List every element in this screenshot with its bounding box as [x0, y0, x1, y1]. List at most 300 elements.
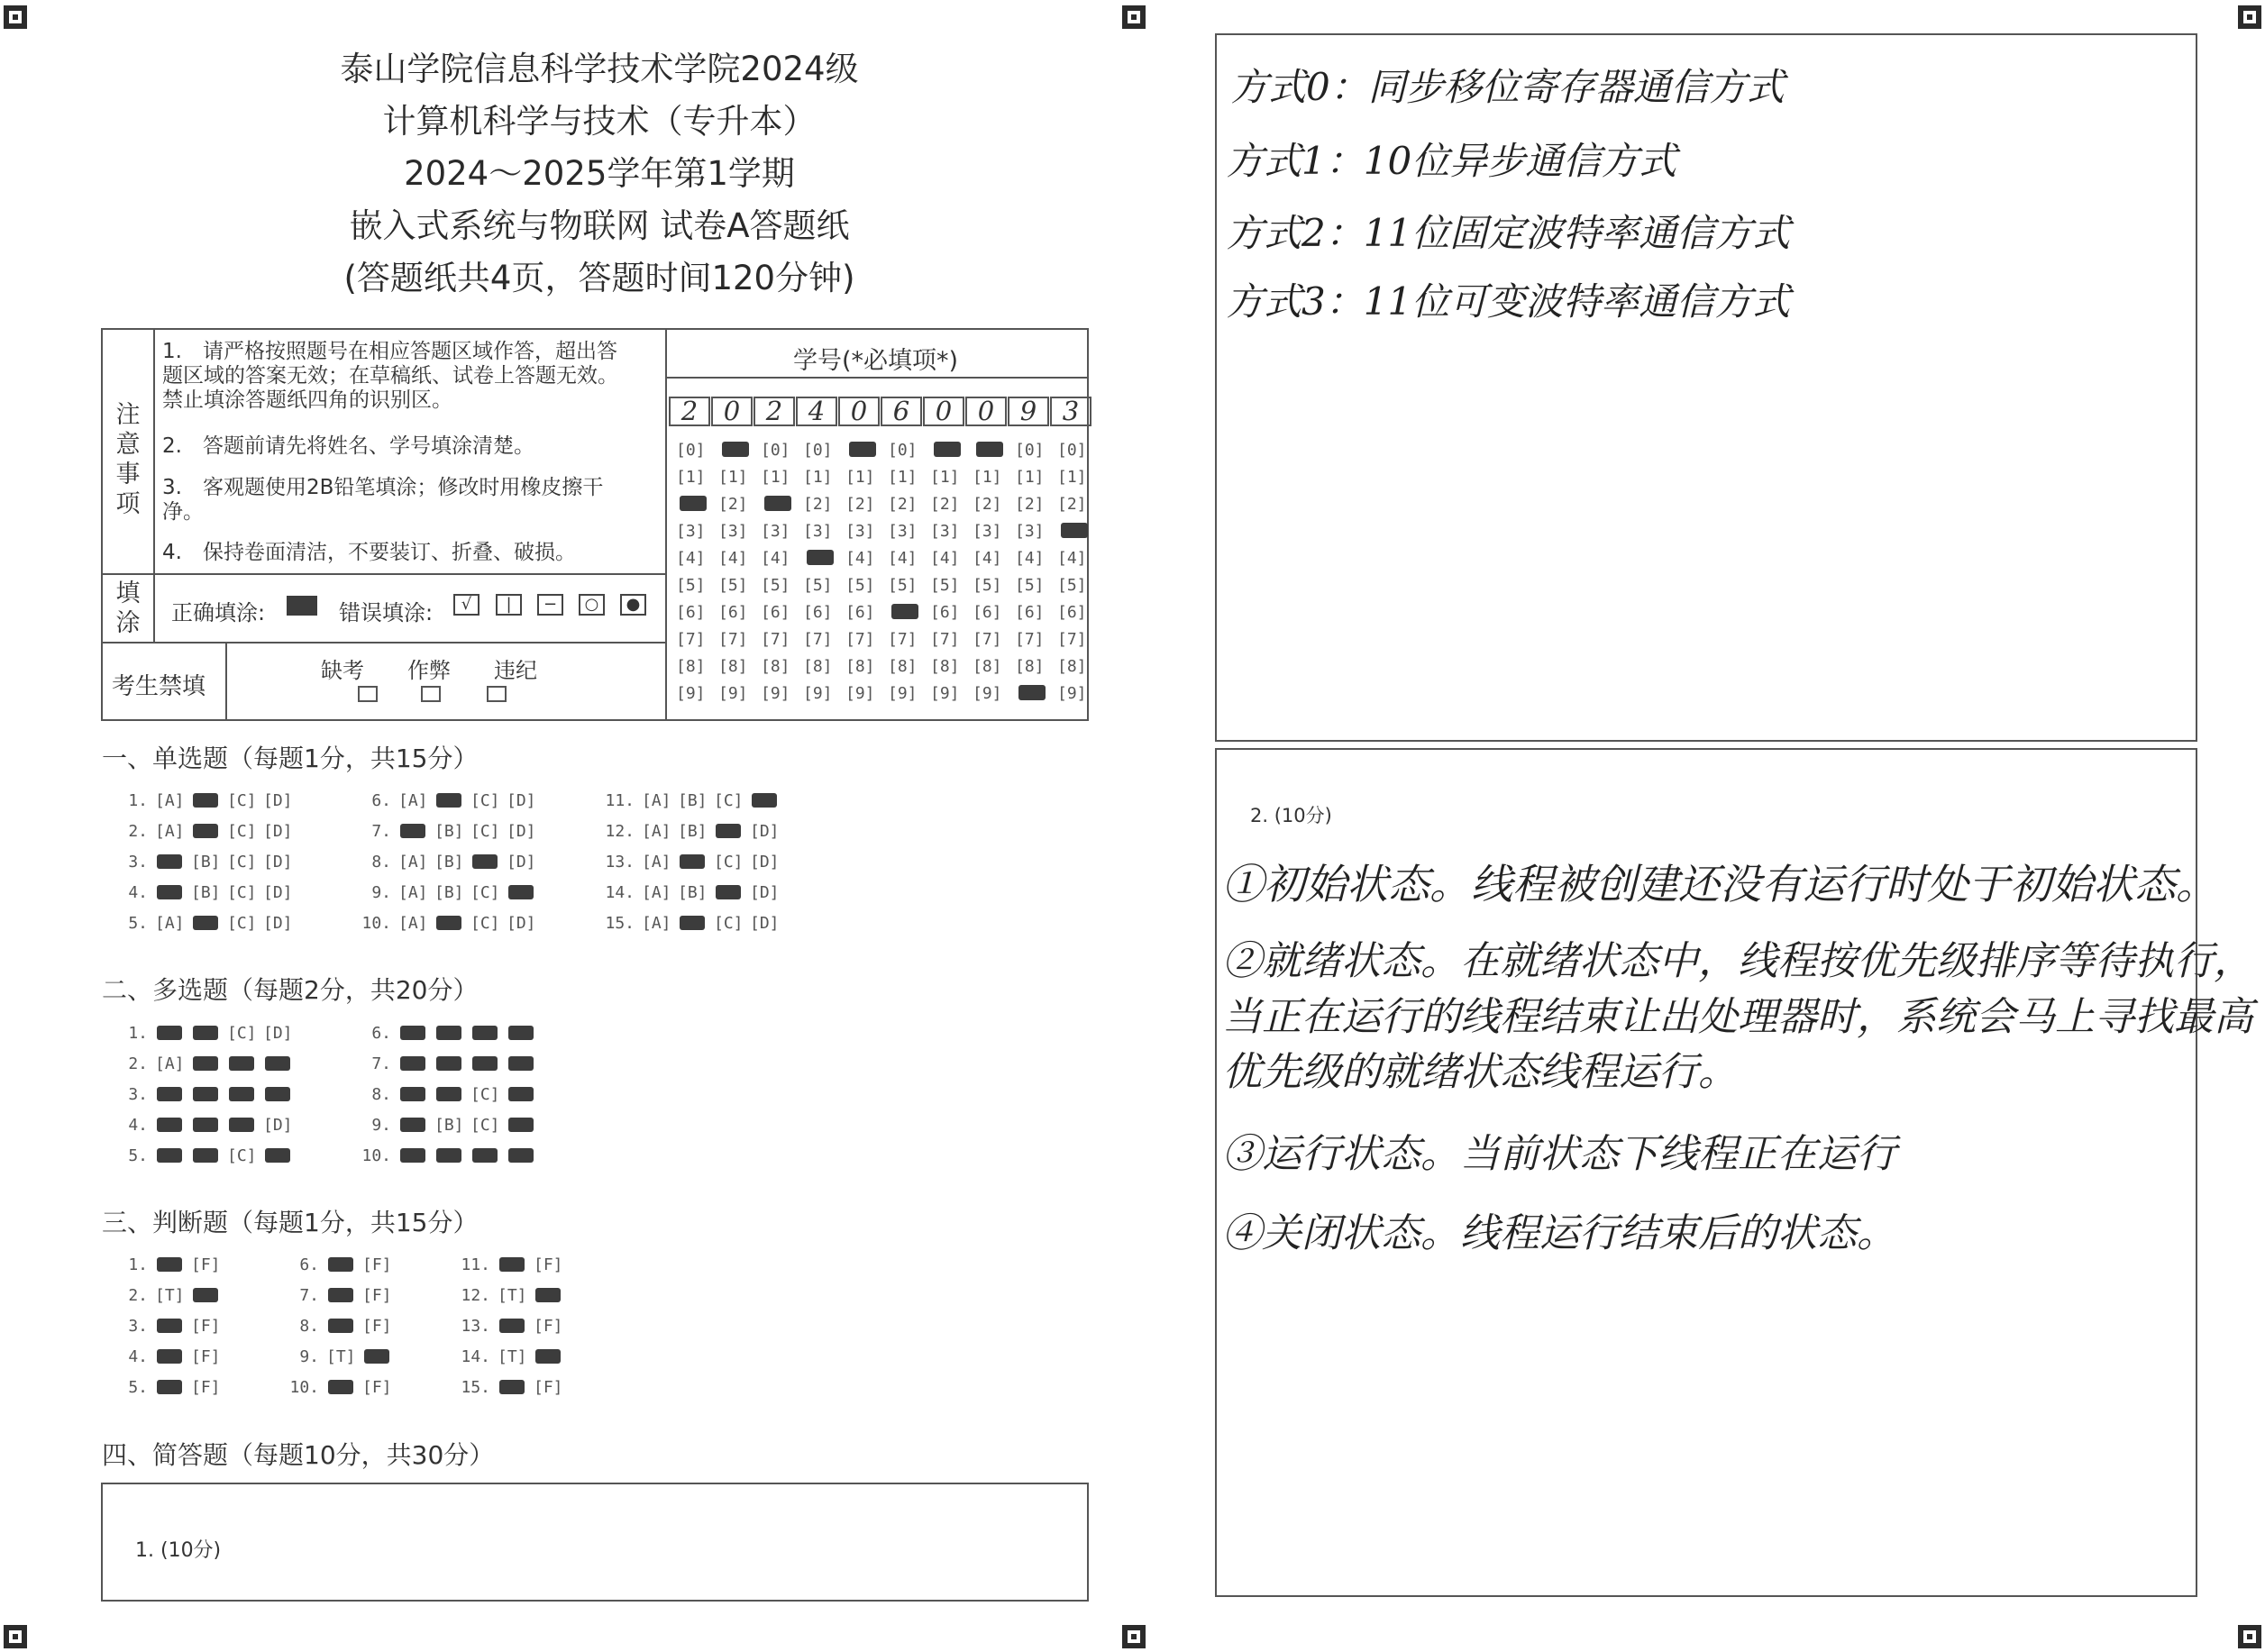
student-id-digit-2: 0	[711, 397, 753, 426]
section1-q10-option-A[interactable]: [A]	[398, 914, 428, 933]
student-id-bubble[interactable]: [7]	[1057, 630, 1087, 649]
section1-q3-option-A-filled[interactable]	[157, 854, 182, 869]
student-id-bubble[interactable]: [2]	[1057, 495, 1087, 514]
student-id-bubble[interactable]: [7]	[761, 630, 790, 649]
section3-q10-option-F[interactable]: [F]	[362, 1378, 392, 1397]
student-id-bubble[interactable]: [8]	[676, 657, 706, 676]
section2-q8-option-A-filled[interactable]	[400, 1087, 425, 1101]
student-id-bubble[interactable]: [0]	[1015, 441, 1045, 460]
student-id-bubble[interactable]: [4]	[888, 549, 918, 568]
section2-q5-number: 5.	[128, 1146, 148, 1165]
section2-q5-option-B-filled[interactable]	[193, 1148, 218, 1163]
section1-q3-option-C[interactable]: [C]	[227, 853, 257, 872]
student-id-bubble[interactable]: [4]	[676, 549, 706, 568]
section1-q10-option-D[interactable]: [D]	[507, 914, 536, 933]
section3-q9-option-T[interactable]: [T]	[326, 1347, 356, 1366]
student-id-bubble[interactable]: [6]	[1015, 603, 1045, 622]
section1-q12-option-A[interactable]: [A]	[642, 822, 671, 841]
section2-q10-option-D-filled[interactable]	[508, 1148, 534, 1163]
student-id-bubble[interactable]: [5]	[888, 576, 918, 595]
student-id-bubble[interactable]: [4]	[718, 549, 748, 568]
section2-q1-option-A-filled[interactable]	[157, 1026, 182, 1040]
section3-q14-option-F-filled[interactable]	[535, 1349, 561, 1364]
student-id-digit-10: 3	[1050, 397, 1091, 426]
section1-q15-option-A[interactable]: [A]	[642, 914, 671, 933]
student-id-bubble[interactable]: [3]	[930, 522, 960, 541]
section1-q13-option-B-filled[interactable]	[680, 854, 705, 869]
student-id-bubble[interactable]: [8]	[718, 657, 748, 676]
section3-title: 三、判断题（每题1分，共15分）	[102, 1208, 479, 1237]
q2-handwritten-line-2: ②就绪状态。在就绪状态中，线程按优先级排序等待执行，	[1222, 938, 2253, 984]
section1-q11-number: 11.	[605, 791, 635, 810]
corner-mark-bottom-left	[4, 1625, 27, 1648]
section3-q7-option-T-filled[interactable]	[328, 1288, 353, 1302]
student-id-bubble[interactable]: [1]	[761, 468, 790, 487]
section2-q7-option-A-filled[interactable]	[400, 1056, 425, 1071]
student-id-bubble[interactable]: [6]	[930, 603, 960, 622]
corner-mark-top-right	[2238, 5, 2261, 29]
section2-q9-option-B[interactable]: [B]	[434, 1116, 464, 1135]
section2-q9-option-A-filled[interactable]	[400, 1118, 425, 1132]
section1-q11-option-C[interactable]: [C]	[714, 791, 744, 810]
section3-q2-option-F-filled[interactable]	[193, 1288, 218, 1302]
section1-q13-option-C[interactable]: [C]	[714, 853, 744, 872]
section3-q7-number: 7.	[299, 1286, 319, 1305]
section1-q2-number: 2.	[128, 822, 148, 841]
section3-q3-number: 3.	[128, 1317, 148, 1336]
section1-q13-option-D[interactable]: [D]	[750, 853, 780, 872]
student-id-bubble[interactable]: [1]	[803, 468, 833, 487]
section1-q2-option-C[interactable]: [C]	[227, 822, 257, 841]
section1-q4-option-D[interactable]: [D]	[263, 883, 293, 902]
student-id-bubble[interactable]: [0]	[761, 441, 790, 460]
section2-q1-option-C[interactable]: [C]	[227, 1024, 257, 1043]
q1-handwritten-line-2: 方式1：10位异步通信方式	[1226, 139, 1677, 183]
section1-q9-option-D-filled[interactable]	[508, 885, 534, 899]
student-id-bubble[interactable]: [7]	[803, 630, 833, 649]
section1-q11-option-B[interactable]: [B]	[678, 791, 708, 810]
student-id-bubble[interactable]: [5]	[930, 576, 960, 595]
student-id-bubble[interactable]: [6]	[718, 603, 748, 622]
section1-q15-option-C[interactable]: [C]	[714, 914, 744, 933]
section3-q12-option-T[interactable]: [T]	[498, 1286, 527, 1305]
q2-handwritten-line-3: 当正在运行的线程结束让出处理器时，系统会马上寻找最高	[1222, 994, 2253, 1040]
section2-q3-option-A-filled[interactable]	[157, 1087, 182, 1101]
section3-q3-option-T-filled[interactable]	[157, 1319, 182, 1333]
section1-q3-option-B[interactable]: [B]	[191, 853, 221, 872]
q2-label: 2. (10分)	[1250, 805, 1332, 826]
student-id-bubble[interactable]: [2]	[888, 495, 918, 514]
correct-fill-sample	[287, 596, 317, 616]
section2-q5-option-A-filled[interactable]	[157, 1148, 182, 1163]
section2-q2-option-A[interactable]: [A]	[155, 1054, 185, 1073]
section3-q14-option-T[interactable]: [T]	[498, 1347, 527, 1366]
student-id-bubble[interactable]: [0]	[803, 441, 833, 460]
section4-title: 四、简答题（每题10分，共30分）	[102, 1440, 495, 1470]
section3-q8-option-F[interactable]: [F]	[362, 1317, 392, 1336]
section1-q8-option-B[interactable]: [B]	[434, 853, 464, 872]
section1-q1-option-A[interactable]: [A]	[155, 791, 185, 810]
student-id-bubble[interactable]: [0]	[676, 441, 706, 460]
q2-handwritten-line-4: 优先级的就绪状态线程运行。	[1222, 1049, 1738, 1095]
notice-item-3: 3. 客观题使用2B铅笔填涂；修改时用橡皮擦干净。	[162, 476, 604, 524]
section3-q15-option-F[interactable]: [F]	[534, 1378, 563, 1397]
section2-q6-option-D-filled[interactable]	[508, 1026, 534, 1040]
section3-q11-option-T-filled[interactable]	[499, 1257, 525, 1272]
section2-q4-option-C-filled[interactable]	[229, 1118, 254, 1132]
section1-q5-option-C[interactable]: [C]	[227, 914, 257, 933]
student-id-bubble[interactable]: [9]	[761, 684, 790, 703]
section1-q14-option-D[interactable]: [D]	[750, 883, 780, 902]
student-id-bubble[interactable]: [3]	[803, 522, 833, 541]
forbidden-absent-label: 缺考	[321, 658, 364, 683]
section2-q10-option-B-filled[interactable]	[436, 1148, 461, 1163]
section3-q6-option-T-filled[interactable]	[328, 1257, 353, 1272]
student-id-bubble[interactable]: [3]	[761, 522, 790, 541]
student-id-bubble[interactable]: [4]	[973, 549, 1002, 568]
student-id-bubble[interactable]: [7]	[845, 630, 875, 649]
student-id-bubble[interactable]: [6]	[845, 603, 875, 622]
student-id-bubble[interactable]: [9]	[888, 684, 918, 703]
student-id-bubble[interactable]: [1]	[718, 468, 748, 487]
wrong-mark-check: √	[453, 594, 479, 616]
section2-q3-option-C-filled[interactable]	[229, 1087, 254, 1101]
section1-q12-option-C-filled[interactable]	[716, 824, 741, 838]
section1-q12-option-B[interactable]: [B]	[678, 822, 708, 841]
corner-mark-bottom-right	[2238, 1625, 2261, 1648]
section1-q15-option-D[interactable]: [D]	[750, 914, 780, 933]
student-id-bubble-filled[interactable]	[1061, 523, 1088, 538]
section2-q1-option-B-filled[interactable]	[193, 1026, 218, 1040]
student-id-digit-5: 0	[838, 397, 880, 426]
section1-q3-option-D[interactable]: [D]	[263, 853, 293, 872]
section1-q6-option-A[interactable]: [A]	[398, 791, 428, 810]
student-id-bubble-filled[interactable]	[934, 442, 961, 457]
section1-q13-option-A[interactable]: [A]	[642, 853, 671, 872]
student-id-bubble[interactable]: [3]	[676, 522, 706, 541]
header-major: 计算机科学与技术（专升本）	[382, 102, 817, 141]
section3-q8-option-T-filled[interactable]	[328, 1319, 353, 1333]
student-id-digit-6: 6	[881, 397, 922, 426]
section1-q11-option-A[interactable]: [A]	[642, 791, 671, 810]
section2-q8-option-C[interactable]: [C]	[470, 1085, 500, 1104]
student-id-bubble[interactable]: [1]	[930, 468, 960, 487]
student-id-bubble[interactable]: [7]	[1015, 630, 1045, 649]
section3-q1-option-T-filled[interactable]	[157, 1257, 182, 1272]
section2-q3-option-D-filled[interactable]	[265, 1087, 290, 1101]
forbidden-violation-box[interactable]	[487, 686, 507, 702]
section3-q5-option-T-filled[interactable]	[157, 1380, 182, 1394]
section1-q11-option-D-filled[interactable]	[752, 793, 777, 808]
student-id-bubble[interactable]: [9]	[930, 684, 960, 703]
q1-handwritten-line-4: 方式3：11位可变波特率通信方式	[1226, 279, 1791, 324]
section2-q2-option-D-filled[interactable]	[265, 1056, 290, 1071]
student-id-bubble[interactable]: [2]	[1015, 495, 1045, 514]
student-id-bubble[interactable]: [6]	[1057, 603, 1087, 622]
wrong-mark-dash: −	[537, 594, 563, 616]
section2-q9-option-C[interactable]: [C]	[470, 1116, 500, 1135]
student-id-bubble[interactable]: [3]	[718, 522, 748, 541]
student-id-bubble[interactable]: [8]	[761, 657, 790, 676]
wrong-mark-circle: ○	[579, 594, 605, 616]
corner-mark-top-left	[4, 5, 27, 29]
section2-q6-option-A-filled[interactable]	[400, 1026, 425, 1040]
student-id-bubble[interactable]: [4]	[930, 549, 960, 568]
section3-q4-number: 4.	[128, 1347, 148, 1366]
section3-q11-option-F[interactable]: [F]	[534, 1255, 563, 1274]
section1-q9-option-B[interactable]: [B]	[434, 883, 464, 902]
student-id-bubble[interactable]: [9]	[845, 684, 875, 703]
student-id-bubble[interactable]: [1]	[888, 468, 918, 487]
section2-q6-option-C-filled[interactable]	[472, 1026, 498, 1040]
section1-q2-option-D[interactable]: [D]	[263, 822, 293, 841]
student-id-bubble[interactable]: [1]	[973, 468, 1002, 487]
student-id-bubble[interactable]: [7]	[930, 630, 960, 649]
student-id-bubble[interactable]: [8]	[973, 657, 1002, 676]
section2-q7-option-C-filled[interactable]	[472, 1056, 498, 1071]
section2-q5-option-C[interactable]: [C]	[227, 1146, 257, 1165]
student-id-bubble[interactable]: [3]	[888, 522, 918, 541]
section2-q7-option-B-filled[interactable]	[436, 1056, 461, 1071]
student-id-bubble[interactable]: [7]	[718, 630, 748, 649]
section3-q11-number: 11.	[461, 1255, 490, 1274]
section1-q9-option-A[interactable]: [A]	[398, 883, 428, 902]
section3-q1-option-F[interactable]: [F]	[191, 1255, 221, 1274]
section2-q4-option-D[interactable]: [D]	[263, 1116, 293, 1135]
section1-q2-option-B-filled[interactable]	[193, 824, 218, 838]
student-id-bubble[interactable]: [9]	[718, 684, 748, 703]
section1-title: 一、单选题（每题1分，共15分）	[102, 744, 479, 773]
corner-mark-bottom-middle	[1122, 1625, 1146, 1648]
student-id-bubble[interactable]: [8]	[888, 657, 918, 676]
section1-q6-option-D[interactable]: [D]	[507, 791, 536, 810]
student-id-bubble[interactable]: [8]	[845, 657, 875, 676]
student-id-bubble-filled[interactable]	[849, 442, 876, 457]
section1-q5-number: 5.	[128, 914, 148, 933]
section3-q4-option-T-filled[interactable]	[157, 1349, 182, 1364]
header-exam-title: 嵌入式系统与物联网 试卷A答题纸	[349, 206, 850, 245]
student-id-bubble[interactable]: [9]	[1057, 684, 1087, 703]
section2-title: 二、多选题（每题2分，共20分）	[102, 975, 479, 1005]
section3-q5-option-F[interactable]: [F]	[191, 1378, 221, 1397]
section3-q4-option-F[interactable]: [F]	[191, 1347, 221, 1366]
forbidden-cheat-box[interactable]	[421, 686, 441, 702]
section2-q10-option-C-filled[interactable]	[472, 1148, 498, 1163]
section2-q9-option-D-filled[interactable]	[508, 1118, 534, 1132]
student-id-bubble[interactable]: [5]	[973, 576, 1002, 595]
correct-fill-label: 正确填涂:	[171, 600, 266, 625]
q1-handwritten-line-1: 方式0：同步移位寄存器通信方式	[1230, 65, 1785, 109]
section2-q10-option-A-filled[interactable]	[400, 1148, 425, 1163]
student-id-bubble[interactable]: [8]	[1015, 657, 1045, 676]
q2-handwritten-line-1: ①初始状态。线程被创建还没有运行时处于初始状态。	[1222, 860, 2217, 908]
student-id-bubble[interactable]: [3]	[1015, 522, 1045, 541]
section2-q8-option-D-filled[interactable]	[508, 1087, 534, 1101]
section3-q12-option-F-filled[interactable]	[535, 1288, 561, 1302]
section1-q9-option-C[interactable]: [C]	[470, 883, 500, 902]
student-id-bubble[interactable]: [7]	[973, 630, 1002, 649]
student-id-bubble[interactable]: [4]	[845, 549, 875, 568]
section1-q8-option-C-filled[interactable]	[472, 854, 498, 869]
section2-q2-option-B-filled[interactable]	[193, 1056, 218, 1071]
student-id-bubble-filled[interactable]	[722, 442, 749, 457]
section3-q1-number: 1.	[128, 1255, 148, 1274]
student-id-bubble[interactable]: [6]	[803, 603, 833, 622]
student-id-bubble[interactable]: [6]	[761, 603, 790, 622]
section1-q10-option-B-filled[interactable]	[436, 916, 461, 930]
section3-q10-option-T-filled[interactable]	[328, 1380, 353, 1394]
student-id-bubble[interactable]: [3]	[845, 522, 875, 541]
student-id-bubble[interactable]: [2]	[718, 495, 748, 514]
student-id-bubble[interactable]: [5]	[1015, 576, 1045, 595]
wrong-mark-bar: |	[496, 594, 522, 616]
student-id-bubble[interactable]: [9]	[803, 684, 833, 703]
section1-q14-option-A[interactable]: [A]	[642, 883, 671, 902]
student-id-bubble[interactable]: [0]	[1057, 441, 1087, 460]
student-id-bubble[interactable]: [2]	[845, 495, 875, 514]
section3-q10-number: 10.	[289, 1378, 319, 1397]
student-id-bubble[interactable]: [4]	[1015, 549, 1045, 568]
student-id-bubble[interactable]: [0]	[888, 441, 918, 460]
section3-q7-option-F[interactable]: [F]	[362, 1286, 392, 1305]
section3-q9-option-F-filled[interactable]	[364, 1349, 389, 1364]
student-id-bubble[interactable]: [8]	[1057, 657, 1087, 676]
student-id-digit-7: 0	[923, 397, 964, 426]
student-id-bubble[interactable]: [9]	[676, 684, 706, 703]
student-id-bubble-filled[interactable]	[764, 496, 791, 511]
section2-q4-option-B-filled[interactable]	[193, 1118, 218, 1132]
student-id-bubble[interactable]: [6]	[676, 603, 706, 622]
student-id-bubble[interactable]: [1]	[676, 468, 706, 487]
student-id-digit-8: 0	[965, 397, 1007, 426]
student-id-bubble[interactable]: [5]	[718, 576, 748, 595]
wrong-fill-label: 错误填涂:	[339, 600, 434, 625]
student-id-bubble[interactable]: [5]	[845, 576, 875, 595]
section1-q4-option-C[interactable]: [C]	[227, 883, 257, 902]
section3-q3-option-F[interactable]: [F]	[191, 1317, 221, 1336]
student-id-bubble-filled[interactable]	[891, 604, 918, 619]
student-id-bubble[interactable]: [1]	[1057, 468, 1087, 487]
section1-q7-option-D[interactable]: [D]	[507, 822, 536, 841]
section3-q15-number: 15.	[461, 1378, 490, 1397]
section1-q1-option-B-filled[interactable]	[193, 793, 218, 808]
section1-q6-option-C[interactable]: [C]	[470, 791, 500, 810]
section2-q8-number: 8.	[371, 1085, 391, 1104]
notice-label: 注意事项	[115, 401, 141, 518]
section3-q13-option-T-filled[interactable]	[499, 1319, 525, 1333]
student-id-bubble[interactable]: [5]	[803, 576, 833, 595]
section2-q7-option-D-filled[interactable]	[508, 1056, 534, 1071]
student-id-bubble[interactable]: [4]	[1057, 549, 1087, 568]
section2-q8-option-B-filled[interactable]	[436, 1087, 461, 1101]
section2-q1-option-D[interactable]: [D]	[263, 1024, 293, 1043]
section3-q9-number: 9.	[299, 1347, 319, 1366]
section1-q14-option-C-filled[interactable]	[716, 885, 741, 899]
student-id-digit-3: 2	[753, 397, 795, 426]
section1-q7-option-A-filled[interactable]	[400, 824, 425, 838]
section1-q8-option-D[interactable]: [D]	[507, 853, 536, 872]
section1-q1-option-C[interactable]: [C]	[227, 791, 257, 810]
section1-q5-option-B-filled[interactable]	[193, 916, 218, 930]
section1-q7-option-B[interactable]: [B]	[434, 822, 464, 841]
section1-q5-option-A[interactable]: [A]	[155, 914, 185, 933]
section3-q15-option-T-filled[interactable]	[499, 1380, 525, 1394]
student-id-bubble[interactable]: [3]	[973, 522, 1002, 541]
student-id-bubble[interactable]: [5]	[1057, 576, 1087, 595]
student-id-bubble[interactable]: [8]	[930, 657, 960, 676]
forbidden-absent-box[interactable]	[358, 686, 378, 702]
section2-q5-option-D-filled[interactable]	[265, 1148, 290, 1163]
section2-q3-option-B-filled[interactable]	[193, 1087, 218, 1101]
student-id-digit-1: 2	[669, 397, 710, 426]
student-id-bubble[interactable]: [9]	[973, 684, 1002, 703]
student-id-bubble[interactable]: [8]	[803, 657, 833, 676]
section2-q4-option-A-filled[interactable]	[157, 1118, 182, 1132]
section1-q6-option-B-filled[interactable]	[436, 793, 461, 808]
student-id-bubble-filled[interactable]	[807, 550, 834, 565]
section1-q4-option-B[interactable]: [B]	[191, 883, 221, 902]
student-id-bubble[interactable]: [6]	[973, 603, 1002, 622]
forbidden-cheat-label: 作弊	[407, 658, 451, 683]
student-id-bubble[interactable]: [5]	[676, 576, 706, 595]
section1-q7-number: 7.	[371, 822, 391, 841]
student-id-bubble-filled[interactable]	[1018, 685, 1046, 700]
section1-q15-number: 15.	[605, 914, 635, 933]
student-id-bubble[interactable]: [2]	[930, 495, 960, 514]
student-id-bubble[interactable]: [1]	[845, 468, 875, 487]
student-id-digit-9: 9	[1008, 397, 1049, 426]
section2-q10-number: 10.	[361, 1146, 391, 1165]
section3-q5-number: 5.	[128, 1378, 148, 1397]
section1-q12-number: 12.	[605, 822, 635, 841]
section3-q6-option-F[interactable]: [F]	[362, 1255, 392, 1274]
section1-q10-option-C[interactable]: [C]	[470, 914, 500, 933]
section3-q2-option-T[interactable]: [T]	[155, 1286, 185, 1305]
section3-q12-number: 12.	[461, 1286, 490, 1305]
section1-q12-option-D[interactable]: [D]	[750, 822, 780, 841]
header-exam-info: (答题纸共4页，答题时间120分钟)	[343, 259, 855, 297]
section2-q6-option-B-filled[interactable]	[436, 1026, 461, 1040]
student-id-bubble[interactable]: [7]	[676, 630, 706, 649]
student-id-bubble[interactable]: [4]	[761, 549, 790, 568]
section1-q5-option-D[interactable]: [D]	[263, 914, 293, 933]
section1-q15-option-B-filled[interactable]	[680, 916, 705, 930]
q1-handwritten-line-3: 方式2：11位固定波特率通信方式	[1226, 211, 1791, 255]
q2-handwritten-line-6: ④关闭状态。线程运行结束后的状态。	[1222, 1210, 1896, 1256]
section1-q2-option-A[interactable]: [A]	[155, 822, 185, 841]
student-id-bubble[interactable]: [1]	[1015, 468, 1045, 487]
student-id-bubble-filled[interactable]	[680, 496, 707, 511]
student-id-bubble-filled[interactable]	[976, 442, 1003, 457]
section2-q1-number: 1.	[128, 1024, 148, 1043]
section1-q8-option-A[interactable]: [A]	[398, 853, 428, 872]
student-id-bubble[interactable]: [2]	[803, 495, 833, 514]
section1-q6-number: 6.	[371, 791, 391, 810]
student-id-bubble[interactable]: [5]	[761, 576, 790, 595]
section2-q4-number: 4.	[128, 1116, 148, 1135]
section3-q13-option-F[interactable]: [F]	[534, 1317, 563, 1336]
section4-q1-label: 1. (10分)	[135, 1539, 222, 1562]
student-id-bubble[interactable]: [2]	[973, 495, 1002, 514]
student-id-bubble[interactable]: [7]	[888, 630, 918, 649]
section1-q8-number: 8.	[371, 853, 391, 872]
section1-q7-option-C[interactable]: [C]	[470, 822, 500, 841]
section2-q2-option-C-filled[interactable]	[229, 1056, 254, 1071]
section1-q14-option-B[interactable]: [B]	[678, 883, 708, 902]
section1-q4-option-A-filled[interactable]	[157, 885, 182, 899]
section2-q6-number: 6.	[371, 1024, 391, 1043]
section1-q1-option-D[interactable]: [D]	[263, 791, 293, 810]
